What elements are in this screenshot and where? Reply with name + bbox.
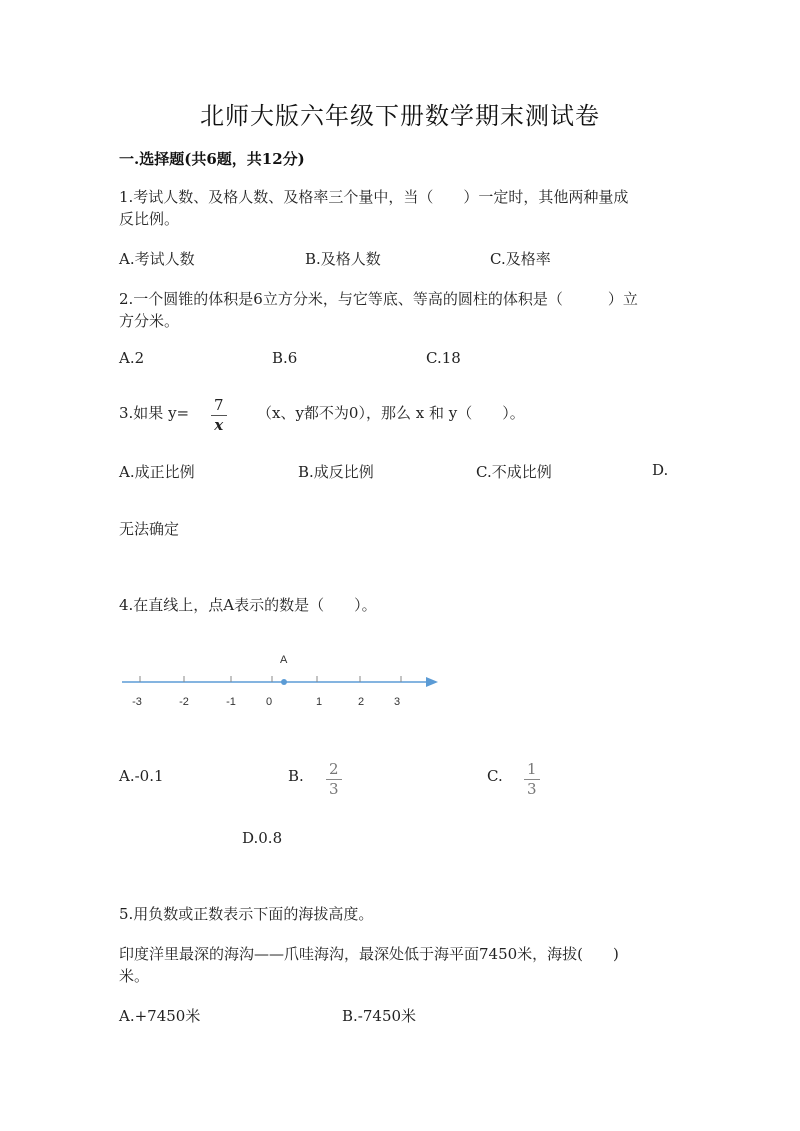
question-5-option-b: B.-7450米 [342,1007,417,1025]
question-1-line-2: 反比例。 [119,210,180,228]
point-a-label: A [280,654,288,666]
question-4-option-c-label: C. [487,767,503,785]
question-3-option-d: D. [652,461,669,479]
question-4-option-c-fraction [524,760,540,799]
question-3-option-d-text: 无法确定 [119,520,180,538]
question-4-option-c-numerator: 1 [524,760,540,780]
question-5-option-a: A.+7450米 [119,1007,201,1025]
question-1-option-c: C.及格率 [490,250,551,268]
question-3-fraction-numerator: 7 [211,396,227,416]
question-4-option-d: D.0.8 [242,829,283,847]
question-2-line-1: 2.一个圆锥的体积是6立方分米，与它等底、等高的圆柱的体积是（ ）立 [119,290,638,308]
question-3-suffix: （x、y都不为0），那么 x 和 y（ ）。 [257,404,525,422]
question-2-option-b: B.6 [272,349,298,367]
number-line-tick-label: 2 [357,696,365,708]
question-5-line-1: 印度洋里最深的海沟——爪哇海沟，最深处低于海平面7450米，海拔( ) [119,945,619,963]
question-3-option-b: B.成反比例 [298,463,374,481]
question-3-option-a: A.成正比例 [119,463,195,481]
number-line-tick-label: -3 [132,696,142,708]
question-1-line-1: 1.考试人数、及格人数、及格率三个量中，当（ ）一定时，其他两种量成 [119,188,629,206]
question-4-option-b-numerator: 2 [326,760,342,780]
number-line [118,646,448,716]
number-line-tick-label: -2 [179,696,189,708]
question-3-fraction [211,396,227,435]
number-line-tick-label: 3 [393,696,401,708]
question-5-line-2: 米。 [119,967,150,985]
number-line-tick-label: 0 [265,696,273,708]
point-a-marker [281,679,287,685]
question-3-fraction-denominator: x [214,416,224,434]
number-line-tick-labels [132,696,400,708]
question-4-option-b-denominator: 3 [329,780,339,798]
question-3-prefix: 3.如果 y= [119,404,190,422]
question-1-option-a: A.考试人数 [119,250,195,268]
question-5-text: 5.用负数或正数表示下面的海拔高度。 [119,905,374,923]
question-4-text: 4.在直线上，点A表示的数是（ ）。 [119,596,377,614]
number-line-tick-label: 1 [315,696,323,708]
question-1-option-b: B.及格人数 [305,250,381,268]
question-4-option-b-label: B. [288,767,304,785]
number-line-ticks [140,676,401,682]
question-3-option-c: C.不成比例 [476,463,552,481]
question-2-option-c: C.18 [426,349,461,367]
question-4-option-b-fraction [326,760,342,799]
number-line-tick-label: -1 [226,696,236,708]
question-2-option-a: A.2 [119,349,145,367]
question-4-option-c-denominator: 3 [527,780,537,798]
number-line-arrow [426,677,438,687]
question-4-option-a: A.-0.1 [119,767,164,785]
question-2-line-2: 方分米。 [119,312,180,330]
section-heading: 一.选择题(共6题，共12分) [119,150,305,168]
page-title: 北师大版六年级下册数学期末测试卷 [200,102,600,130]
